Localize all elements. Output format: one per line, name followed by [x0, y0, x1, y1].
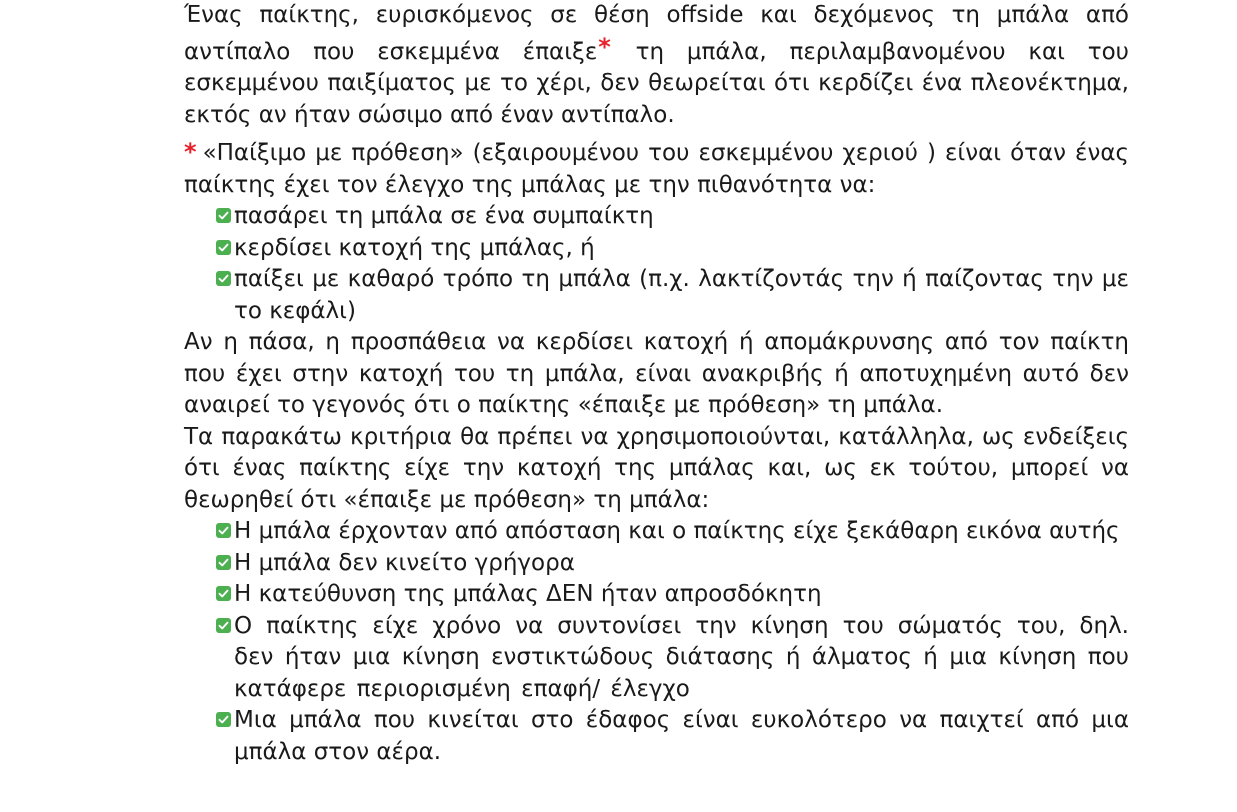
- definition-text: «Παίξιμο με πρόθεση» (εξαιρουμένου του εσκεμμένου χεριού ) είναι όταν ένας παίκτης έχει τον έλεγχο της μπάλας με την πιθανότητα να:: [184, 140, 1129, 198]
- asterisk-mark: *: [598, 32, 611, 61]
- document-body: [184, 0, 1129, 768]
- intro-text-before: Ένας παίκτης, ευρισκόμενος σε θέση offside και δεχόμενος τη μπάλα από αντίπαλο που εσκεμμένα έπαιξε: [184, 2, 1129, 65]
- intro-paragraph: [184, 0, 1129, 131]
- intro-text-after: τη μπάλα, περιλαμβανομένου και του εσκεμμένου παιξίματος με το χέρι, δεν θεωρείται ότι κερδίζει ένα πλεονέκτημα, εκτός αν ήταν σώσιμο από έναν αντίπαλο.: [184, 38, 1129, 128]
- list-item-text: Η μπάλα δεν κινείτο γρήγορα: [234, 549, 575, 576]
- list-item-text: παίξει με καθαρό τρόπο τη μπάλα (π.χ. λακτίζοντάς την ή παίζοντας την με το κεφάλι): [234, 266, 1129, 324]
- check-icon: [216, 618, 231, 633]
- list-item-text: Ο παίκτης είχε χρόνο να συντονίσει την κίνηση του σώματός του, δηλ. δεν ήταν μια κίνηση ενστικτώδους διάτασης ή άλματος ή μια κίνηση που κατάφερε περιορισμένη επαφή/ έλεγχο: [234, 612, 1129, 702]
- check-icon: [216, 208, 231, 223]
- list-item: [216, 233, 1129, 265]
- list-item-text: Η κατεύθυνση της μπάλας ΔΕΝ ήταν απροσδόκητη: [234, 581, 822, 607]
- check-icon: [216, 586, 231, 601]
- list-item-text: Η μπάλα έρχονταν από απόσταση και ο παίκτης είχε ξεκάθαρη εικόνα αυτής: [234, 518, 1120, 544]
- list-item: [216, 705, 1129, 768]
- list-item: [216, 611, 1129, 706]
- list-item-text: πασάρει τη μπάλα σε ένα συμπαίκτη: [234, 203, 654, 229]
- asterisk-mark: *: [184, 138, 197, 166]
- criteria-list: [184, 516, 1129, 768]
- list-item: [216, 201, 1129, 233]
- list-item-text: κερδίσει κατοχή της μπάλας, ή: [234, 234, 595, 261]
- list-item: [216, 264, 1129, 327]
- definition-list: [184, 201, 1129, 327]
- list-item-text: Μια μπάλα που κινείται στο έδαφος είναι ευκολότερο να παιχτεί από μια μπάλα στον αέρα.: [234, 707, 1129, 765]
- pass-paragraph: Αν η πάσα, η προσπάθεια να κερδίσει κατοχή ή απομάκρυνσης από τον παίκτη που έχει στην κατοχή του τη μπάλα, είναι ανακριβής ή αποτυχημένη αυτό δεν αναιρεί το γεγονός ότι ο παίκτης «έπαιξε με πρόθεση» τη μπάλα.: [184, 329, 1129, 418]
- list-item: [216, 516, 1129, 548]
- check-icon: [216, 523, 231, 538]
- criteria-paragraph: Τα παρακάτω κριτήρια θα πρέπει να χρησιμοποιούνται, κατάλληλα, ως ενδείξεις ότι ένας παίκτης είχε την κατοχή της μπάλας και, ως εκ τούτου, μπορεί να θεωρηθεί ότι «έπαιξε με πρόθεση» τη μπάλα:: [184, 423, 1129, 513]
- check-icon: [216, 555, 231, 570]
- definition-paragraph: [184, 137, 1129, 201]
- check-icon: [216, 712, 231, 727]
- list-item: [216, 548, 1129, 580]
- check-icon: [216, 240, 231, 255]
- check-icon: [216, 271, 231, 286]
- list-item: [216, 579, 1129, 611]
